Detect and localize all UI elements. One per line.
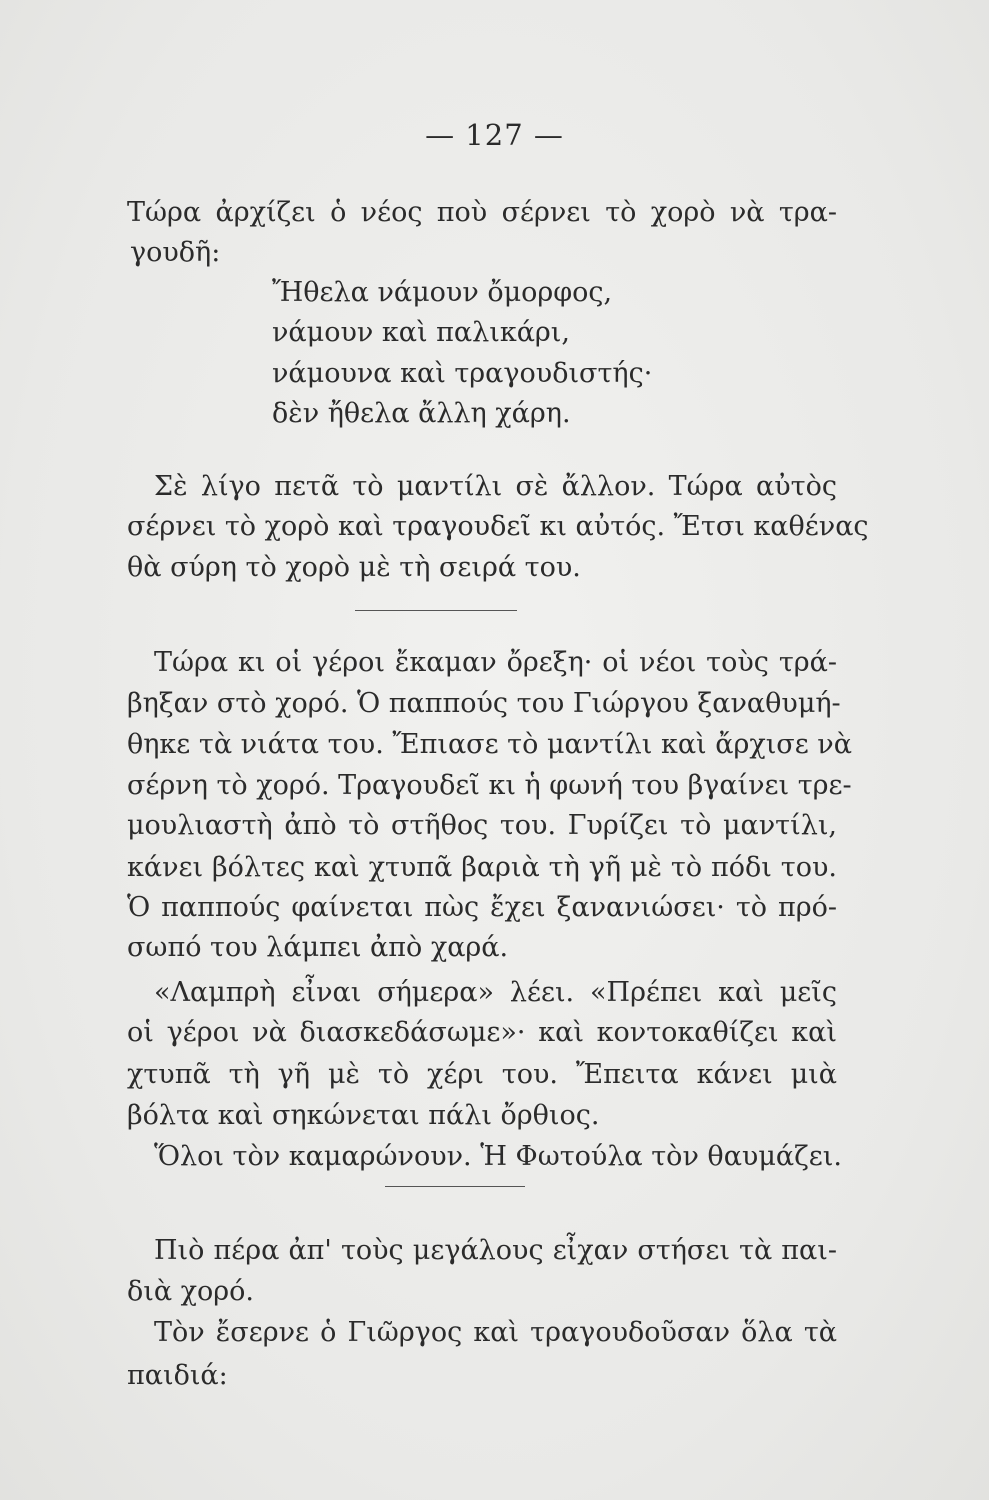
text-line: Τώρα ἀρχίζει ὁ νέος ποὺ σέρνει τὸ χορὸ νὰ τρα- <box>127 197 837 228</box>
text-line: σωπό του λάμπει ἀπὸ χαρά. <box>127 932 509 963</box>
text-line: οἱ γέροι νὰ διασκεδάσωμε»· καὶ κοντοκαθίζει καὶ <box>127 1017 837 1048</box>
verse-line: δὲν ἤθελα ἄλλη χάρη. <box>272 398 571 429</box>
section-divider <box>355 610 517 611</box>
page-number: — 127 — <box>425 118 564 152</box>
verse-line: νάμουνα καὶ τραγουδιστής· <box>272 358 653 389</box>
text-line: χτυπᾶ τὴ γῆ μὲ τὸ χέρι του. Ἔπειτα κάνει μιὰ <box>127 1059 837 1090</box>
text-line: μουλιαστὴ ἀπὸ τὸ στῆθος του. Γυρίζει τὸ μαντίλι, <box>127 810 837 841</box>
text-line: Ὅλοι τὸν καμαρώνουν. Ἡ Φωτούλα τὸν θαυμάζει. <box>154 1141 842 1172</box>
text-line: σέρνη τὸ χορό. Τραγουδεῖ κι ἡ φωνή του βγαίνει τρε- <box>127 770 852 801</box>
text-line: Ὁ παππούς φαίνεται πὼς ἔχει ξανανιώσει· τὸ πρό- <box>127 892 837 923</box>
section-divider <box>385 1186 525 1187</box>
text-line: κάνει βόλτες καὶ χτυπᾶ βαριὰ τὴ γῆ μὲ τὸ πόδι του. <box>127 852 837 883</box>
text-line: γουδῆ: <box>130 237 221 268</box>
text-line: βόλτα καὶ σηκώνεται πάλι ὄρθιος. <box>127 1100 600 1131</box>
verse-line: Ἤθελα νάμουν ὄμορφος, <box>272 277 613 308</box>
text-line: σέρνει τὸ χορὸ καὶ τραγουδεῖ κι αὐτός. Ἔτσι καθένας <box>127 511 869 542</box>
text-line: θὰ σύρη τὸ χορὸ μὲ τὴ σειρά του. <box>127 552 581 583</box>
text-line: βηξαν στὸ χορό. Ὁ παππούς του Γιώργου ξαναθυμή- <box>127 688 841 719</box>
text-line: Τώρα κι οἱ γέροι ἔκαμαν ὄρεξη· οἱ νέοι τοὺς τρά- <box>154 647 837 678</box>
text-line: θηκε τὰ νιάτα του. Ἔπιασε τὸ μαντίλι καὶ ἄρχισε νὰ <box>127 729 852 760</box>
text-line: Τὸν ἔσερνε ὁ Γιῶργος καὶ τραγουδοῦσαν ὅλα τὰ <box>154 1317 837 1348</box>
text-line: Σὲ λίγο πετᾶ τὸ μαντίλι σὲ ἄλλον. Τώρα αὐτὸς <box>154 471 837 502</box>
verse-line: νάμουν καὶ παλικάρι, <box>272 317 570 348</box>
text-line: «Λαμπρὴ εἶναι σήμερα» λέει. «Πρέπει καὶ μεῖς <box>154 977 837 1008</box>
text-line: παιδιά: <box>127 1360 228 1391</box>
text-line: διὰ χορό. <box>127 1276 254 1307</box>
text-line: Πιὸ πέρα ἀπ' τοὺς μεγάλους εἶχαν στήσει τὰ παι- <box>154 1235 837 1266</box>
